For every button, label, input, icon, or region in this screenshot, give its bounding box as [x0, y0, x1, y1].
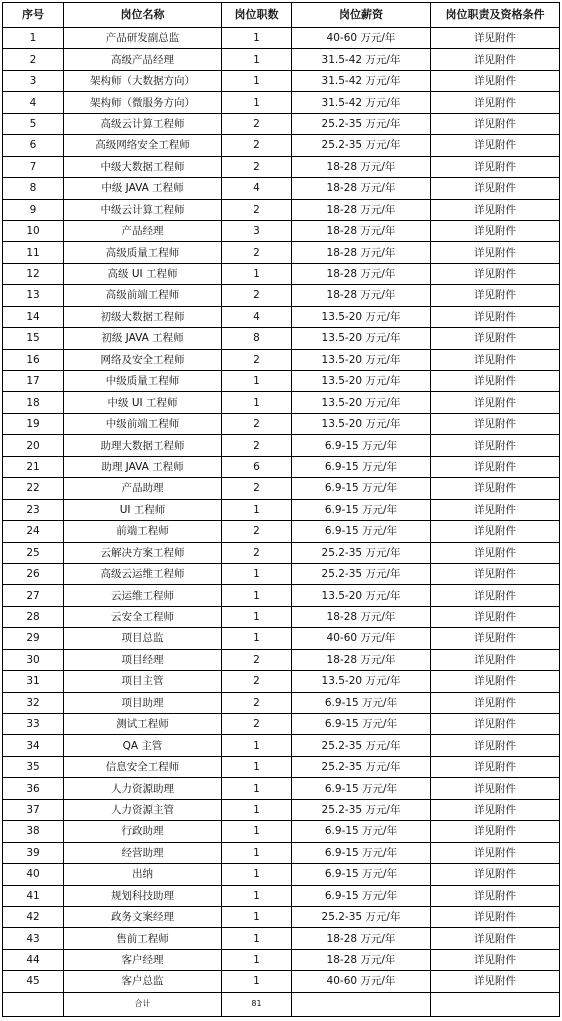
- cell-index: 22: [3, 478, 64, 499]
- cell-headcount: 2: [222, 649, 292, 670]
- cell-duties: 详见附件: [431, 563, 560, 584]
- table-row: [3, 392, 560, 413]
- cell-position-name: 产品助理: [64, 478, 222, 499]
- cell-salary: 6.9-15 万元/年: [292, 821, 431, 842]
- total-label: 合计: [64, 992, 222, 1016]
- cell-position-name: 高级质量工程师: [64, 242, 222, 263]
- table-row: [3, 821, 560, 842]
- table-row: [3, 349, 560, 370]
- cell-headcount: 1: [222, 371, 292, 392]
- cell-salary: 25.2-35 万元/年: [292, 799, 431, 820]
- table-row: [3, 135, 560, 156]
- cell-duties: 详见附件: [431, 864, 560, 885]
- cell-duties: 详见附件: [431, 478, 560, 499]
- cell-position-name: 中级云计算工程师: [64, 199, 222, 220]
- cell-salary: 25.2-35 万元/年: [292, 113, 431, 134]
- cell-duties: 详见附件: [431, 521, 560, 542]
- cell-headcount: 1: [222, 971, 292, 992]
- table-row: [3, 714, 560, 735]
- cell-position-name: 项目经理: [64, 649, 222, 670]
- cell-duties: 详见附件: [431, 435, 560, 456]
- cell-salary: 18-28 万元/年: [292, 606, 431, 627]
- cell-headcount: 2: [222, 349, 292, 370]
- cell-duties: 详见附件: [431, 628, 560, 649]
- cell-position-name: 测试工程师: [64, 714, 222, 735]
- cell-duties: 详见附件: [431, 692, 560, 713]
- cell-index: 17: [3, 371, 64, 392]
- table-row: [3, 628, 560, 649]
- cell-salary: 40-60 万元/年: [292, 28, 431, 49]
- table-row: [3, 521, 560, 542]
- table-row: [3, 542, 560, 563]
- cell-position-name: 架构师（微服务方向）: [64, 92, 222, 113]
- cell-duties: 详见附件: [431, 92, 560, 113]
- cell-headcount: 3: [222, 220, 292, 241]
- cell-duties: 详见附件: [431, 778, 560, 799]
- cell-position-name: 规划科技助理: [64, 885, 222, 906]
- cell-index: 32: [3, 692, 64, 713]
- cell-duties: 详见附件: [431, 906, 560, 927]
- cell-salary: 13.5-20 万元/年: [292, 349, 431, 370]
- cell-duties: 详见附件: [431, 113, 560, 134]
- table-row: [3, 70, 560, 91]
- cell-position-name: 信息安全工程师: [64, 756, 222, 777]
- cell-index: 31: [3, 671, 64, 692]
- cell-headcount: 1: [222, 799, 292, 820]
- cell-headcount: 1: [222, 864, 292, 885]
- cell-index: 33: [3, 714, 64, 735]
- cell-position-name: 中级 UI 工程师: [64, 392, 222, 413]
- cell-index: 8: [3, 178, 64, 199]
- total-spacer: [3, 992, 64, 1016]
- cell-index: 19: [3, 413, 64, 434]
- cell-duties: 详见附件: [431, 178, 560, 199]
- cell-salary: 13.5-20 万元/年: [292, 585, 431, 606]
- cell-salary: 31.5-42 万元/年: [292, 49, 431, 70]
- cell-duties: 详见附件: [431, 928, 560, 949]
- cell-headcount: 1: [222, 885, 292, 906]
- table-body: [3, 28, 560, 993]
- cell-position-name: 中级 JAVA 工程师: [64, 178, 222, 199]
- table-row: [3, 435, 560, 456]
- table-row: [3, 242, 560, 263]
- cell-duties: 详见附件: [431, 456, 560, 477]
- cell-headcount: 1: [222, 778, 292, 799]
- table-row: [3, 971, 560, 992]
- cell-position-name: 高级前端工程师: [64, 285, 222, 306]
- cell-index: 43: [3, 928, 64, 949]
- cell-duties: 详见附件: [431, 735, 560, 756]
- cell-salary: 40-60 万元/年: [292, 628, 431, 649]
- cell-headcount: 4: [222, 306, 292, 327]
- cell-salary: 31.5-42 万元/年: [292, 70, 431, 91]
- cell-position-name: 行政助理: [64, 821, 222, 842]
- cell-index: 45: [3, 971, 64, 992]
- cell-position-name: 云解决方案工程师: [64, 542, 222, 563]
- cell-headcount: 6: [222, 456, 292, 477]
- cell-headcount: 2: [222, 242, 292, 263]
- cell-salary: 18-28 万元/年: [292, 949, 431, 970]
- table-row: [3, 799, 560, 820]
- cell-index: 9: [3, 199, 64, 220]
- cell-duties: 详见附件: [431, 285, 560, 306]
- cell-salary: 18-28 万元/年: [292, 285, 431, 306]
- table-row: [3, 928, 560, 949]
- cell-position-name: 中级质量工程师: [64, 371, 222, 392]
- cell-duties: 详见附件: [431, 606, 560, 627]
- cell-salary: 6.9-15 万元/年: [292, 692, 431, 713]
- cell-headcount: 2: [222, 521, 292, 542]
- cell-salary: 25.2-35 万元/年: [292, 135, 431, 156]
- cell-position-name: 高级产品经理: [64, 49, 222, 70]
- table-row: [3, 563, 560, 584]
- cell-index: 15: [3, 328, 64, 349]
- cell-duties: 详见附件: [431, 349, 560, 370]
- table-row: [3, 864, 560, 885]
- cell-headcount: 2: [222, 478, 292, 499]
- cell-headcount: 1: [222, 263, 292, 284]
- cell-index: 34: [3, 735, 64, 756]
- cell-position-name: 初级大数据工程师: [64, 306, 222, 327]
- cell-index: 40: [3, 864, 64, 885]
- cell-duties: 详见附件: [431, 371, 560, 392]
- cell-index: 11: [3, 242, 64, 263]
- cell-position-name: 助理 JAVA 工程师: [64, 456, 222, 477]
- cell-headcount: 1: [222, 563, 292, 584]
- cell-duties: 详见附件: [431, 49, 560, 70]
- cell-index: 30: [3, 649, 64, 670]
- cell-index: 18: [3, 392, 64, 413]
- cell-duties: 详见附件: [431, 885, 560, 906]
- cell-headcount: 1: [222, 949, 292, 970]
- cell-headcount: 2: [222, 714, 292, 735]
- cell-duties: 详见附件: [431, 949, 560, 970]
- total-count: 81: [222, 992, 292, 1016]
- cell-salary: 13.5-20 万元/年: [292, 371, 431, 392]
- cell-duties: 详见附件: [431, 156, 560, 177]
- table-row: [3, 606, 560, 627]
- cell-index: 3: [3, 70, 64, 91]
- cell-index: 26: [3, 563, 64, 584]
- cell-salary: 6.9-15 万元/年: [292, 885, 431, 906]
- table-row: [3, 756, 560, 777]
- cell-index: 14: [3, 306, 64, 327]
- cell-position-name: 政务文案经理: [64, 906, 222, 927]
- cell-index: 39: [3, 842, 64, 863]
- cell-salary: 13.5-20 万元/年: [292, 328, 431, 349]
- cell-salary: 25.2-35 万元/年: [292, 756, 431, 777]
- table-row: [3, 285, 560, 306]
- cell-salary: 40-60 万元/年: [292, 971, 431, 992]
- header-index: 序号: [3, 3, 64, 28]
- cell-salary: 18-28 万元/年: [292, 178, 431, 199]
- cell-index: 27: [3, 585, 64, 606]
- cell-duties: 详见附件: [431, 70, 560, 91]
- cell-position-name: 架构师（大数据方向）: [64, 70, 222, 91]
- cell-duties: 详见附件: [431, 714, 560, 735]
- cell-headcount: 1: [222, 906, 292, 927]
- cell-position-name: 客户总监: [64, 971, 222, 992]
- cell-index: 5: [3, 113, 64, 134]
- cell-duties: 详见附件: [431, 971, 560, 992]
- total-empty-salary: [292, 992, 431, 1016]
- table-row: [3, 263, 560, 284]
- table-row: [3, 28, 560, 49]
- cell-index: 29: [3, 628, 64, 649]
- cell-headcount: 1: [222, 585, 292, 606]
- total-row: [3, 992, 560, 1016]
- cell-salary: 18-28 万元/年: [292, 649, 431, 670]
- cell-headcount: 2: [222, 199, 292, 220]
- table-row: [3, 842, 560, 863]
- cell-position-name: 高级网络安全工程师: [64, 135, 222, 156]
- cell-position-name: 云安全工程师: [64, 606, 222, 627]
- cell-salary: 6.9-15 万元/年: [292, 456, 431, 477]
- cell-headcount: 2: [222, 671, 292, 692]
- table-row: [3, 178, 560, 199]
- cell-position-name: 项目主管: [64, 671, 222, 692]
- cell-index: 28: [3, 606, 64, 627]
- cell-index: 6: [3, 135, 64, 156]
- cell-headcount: 1: [222, 842, 292, 863]
- cell-index: 24: [3, 521, 64, 542]
- table-row: [3, 671, 560, 692]
- cell-duties: 详见附件: [431, 263, 560, 284]
- cell-salary: 6.9-15 万元/年: [292, 778, 431, 799]
- cell-duties: 详见附件: [431, 28, 560, 49]
- cell-position-name: 项目总监: [64, 628, 222, 649]
- cell-duties: 详见附件: [431, 799, 560, 820]
- cell-position-name: 客户经理: [64, 949, 222, 970]
- cell-headcount: 2: [222, 135, 292, 156]
- cell-salary: 6.9-15 万元/年: [292, 499, 431, 520]
- header-salary: 岗位薪资: [292, 3, 431, 28]
- cell-duties: 详见附件: [431, 671, 560, 692]
- table-row: [3, 906, 560, 927]
- cell-headcount: 1: [222, 49, 292, 70]
- cell-duties: 详见附件: [431, 842, 560, 863]
- cell-headcount: 1: [222, 499, 292, 520]
- table-row: [3, 735, 560, 756]
- cell-index: 23: [3, 499, 64, 520]
- cell-duties: 详见附件: [431, 756, 560, 777]
- cell-index: 44: [3, 949, 64, 970]
- cell-headcount: 1: [222, 392, 292, 413]
- cell-duties: 详见附件: [431, 306, 560, 327]
- table-row: [3, 649, 560, 670]
- cell-salary: 6.9-15 万元/年: [292, 521, 431, 542]
- cell-salary: 13.5-20 万元/年: [292, 392, 431, 413]
- cell-salary: 18-28 万元/年: [292, 242, 431, 263]
- cell-position-name: 前端工程师: [64, 521, 222, 542]
- cell-duties: 详见附件: [431, 499, 560, 520]
- cell-duties: 详见附件: [431, 220, 560, 241]
- cell-position-name: 云运维工程师: [64, 585, 222, 606]
- cell-salary: 13.5-20 万元/年: [292, 671, 431, 692]
- cell-position-name: 中级大数据工程师: [64, 156, 222, 177]
- cell-salary: 6.9-15 万元/年: [292, 842, 431, 863]
- cell-headcount: 2: [222, 542, 292, 563]
- cell-index: 35: [3, 756, 64, 777]
- header-position-name: 岗位名称: [64, 3, 222, 28]
- cell-headcount: 2: [222, 413, 292, 434]
- cell-headcount: 8: [222, 328, 292, 349]
- cell-duties: 详见附件: [431, 413, 560, 434]
- cell-salary: 18-28 万元/年: [292, 928, 431, 949]
- cell-duties: 详见附件: [431, 392, 560, 413]
- cell-salary: 6.9-15 万元/年: [292, 864, 431, 885]
- cell-index: 20: [3, 435, 64, 456]
- cell-salary: 25.2-35 万元/年: [292, 735, 431, 756]
- cell-position-name: 人力资源主管: [64, 799, 222, 820]
- cell-index: 1: [3, 28, 64, 49]
- cell-headcount: 2: [222, 692, 292, 713]
- cell-position-name: UI 工程师: [64, 499, 222, 520]
- cell-duties: 详见附件: [431, 649, 560, 670]
- cell-position-name: 高级云计算工程师: [64, 113, 222, 134]
- total-empty-duties: [431, 992, 560, 1016]
- cell-index: 4: [3, 92, 64, 113]
- header-duties: 岗位职责及资格条件: [431, 3, 560, 28]
- cell-index: 12: [3, 263, 64, 284]
- cell-salary: 18-28 万元/年: [292, 199, 431, 220]
- cell-duties: 详见附件: [431, 585, 560, 606]
- table-row: [3, 692, 560, 713]
- cell-headcount: 1: [222, 92, 292, 113]
- cell-position-name: 产品研发副总监: [64, 28, 222, 49]
- cell-salary: 13.5-20 万元/年: [292, 413, 431, 434]
- cell-salary: 6.9-15 万元/年: [292, 478, 431, 499]
- cell-salary: 18-28 万元/年: [292, 156, 431, 177]
- cell-headcount: 1: [222, 821, 292, 842]
- cell-salary: 6.9-15 万元/年: [292, 714, 431, 735]
- cell-index: 41: [3, 885, 64, 906]
- table-row: [3, 499, 560, 520]
- cell-duties: 详见附件: [431, 242, 560, 263]
- cell-index: 16: [3, 349, 64, 370]
- cell-headcount: 2: [222, 113, 292, 134]
- cell-position-name: 网络及安全工程师: [64, 349, 222, 370]
- cell-position-name: 产品经理: [64, 220, 222, 241]
- table-row: [3, 328, 560, 349]
- cell-index: 38: [3, 821, 64, 842]
- cell-position-name: 高级云运维工程师: [64, 563, 222, 584]
- cell-headcount: 1: [222, 70, 292, 91]
- cell-duties: 详见附件: [431, 821, 560, 842]
- cell-position-name: 经营助理: [64, 842, 222, 863]
- cell-index: 21: [3, 456, 64, 477]
- table-row: [3, 306, 560, 327]
- cell-headcount: 1: [222, 628, 292, 649]
- cell-index: 36: [3, 778, 64, 799]
- cell-index: 2: [3, 49, 64, 70]
- table-row: [3, 413, 560, 434]
- table-row: [3, 371, 560, 392]
- table-row: [3, 585, 560, 606]
- cell-headcount: 2: [222, 156, 292, 177]
- cell-salary: 13.5-20 万元/年: [292, 306, 431, 327]
- cell-headcount: 1: [222, 606, 292, 627]
- table-row: [3, 220, 560, 241]
- table-row: [3, 949, 560, 970]
- cell-headcount: 1: [222, 735, 292, 756]
- table-row: [3, 92, 560, 113]
- cell-headcount: 2: [222, 435, 292, 456]
- table-row: [3, 113, 560, 134]
- cell-duties: 详见附件: [431, 135, 560, 156]
- table-row: [3, 456, 560, 477]
- cell-position-name: 中级前端工程师: [64, 413, 222, 434]
- header-headcount: 岗位职数: [222, 3, 292, 28]
- cell-index: 13: [3, 285, 64, 306]
- cell-salary: 31.5-42 万元/年: [292, 92, 431, 113]
- header-row: [3, 3, 560, 28]
- cell-headcount: 4: [222, 178, 292, 199]
- cell-salary: 25.2-35 万元/年: [292, 542, 431, 563]
- cell-duties: 详见附件: [431, 542, 560, 563]
- cell-salary: 6.9-15 万元/年: [292, 435, 431, 456]
- table-row: [3, 199, 560, 220]
- cell-headcount: 1: [222, 28, 292, 49]
- cell-index: 42: [3, 906, 64, 927]
- cell-position-name: 人力资源助理: [64, 778, 222, 799]
- cell-index: 25: [3, 542, 64, 563]
- table-row: [3, 478, 560, 499]
- cell-position-name: 售前工程师: [64, 928, 222, 949]
- cell-position-name: 出纳: [64, 864, 222, 885]
- table-row: [3, 885, 560, 906]
- cell-duties: 详见附件: [431, 328, 560, 349]
- cell-salary: 18-28 万元/年: [292, 220, 431, 241]
- cell-position-name: QA 主管: [64, 735, 222, 756]
- cell-headcount: 2: [222, 285, 292, 306]
- cell-position-name: 助理大数据工程师: [64, 435, 222, 456]
- cell-headcount: 1: [222, 928, 292, 949]
- cell-salary: 25.2-35 万元/年: [292, 906, 431, 927]
- positions-table: [2, 2, 560, 1017]
- cell-index: 7: [3, 156, 64, 177]
- cell-duties: 详见附件: [431, 199, 560, 220]
- cell-position-name: 初级 JAVA 工程师: [64, 328, 222, 349]
- cell-salary: 18-28 万元/年: [292, 263, 431, 284]
- cell-position-name: 项目助理: [64, 692, 222, 713]
- cell-position-name: 高级 UI 工程师: [64, 263, 222, 284]
- cell-headcount: 1: [222, 756, 292, 777]
- table-row: [3, 156, 560, 177]
- table-row: [3, 778, 560, 799]
- cell-index: 37: [3, 799, 64, 820]
- table-row: [3, 49, 560, 70]
- cell-salary: 25.2-35 万元/年: [292, 563, 431, 584]
- cell-index: 10: [3, 220, 64, 241]
